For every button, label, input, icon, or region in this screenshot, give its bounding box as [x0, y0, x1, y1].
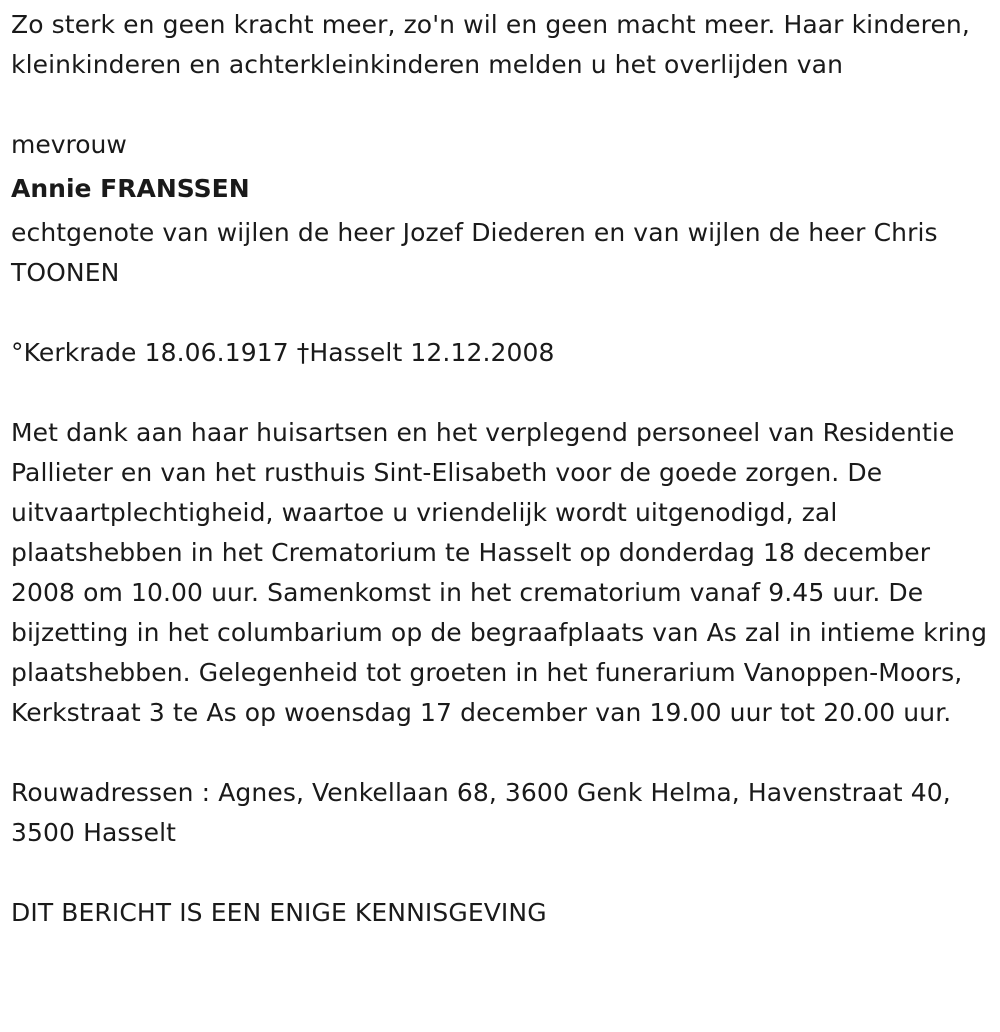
- spacer: [11, 85, 996, 125]
- spouse-line-2: TOONEN: [11, 258, 120, 287]
- salutation: mevrouw: [11, 130, 127, 159]
- spacer: [11, 293, 996, 333]
- addresses-paragraph: Rouwadressen : Agnes, Venkellaan 68, 3600 Genk Helma, Havenstraat 40, 3500 Hasselt: [11, 778, 951, 847]
- spacer: [11, 733, 996, 773]
- spacer: [11, 373, 996, 413]
- spouse-paragraph: [11, 213, 996, 293]
- thanks-paragraph: Met dank aan haar huisartsen en het verplegend personeel van Residentie Pallieter en van het rusthuis Sint-Elisabeth voor de goede zorgen. De uitvaartplechtigheid, waartoe u vriendelijk wordt uitgenodigd, zal plaatshebben in het Crematorium te Hasselt op donderdag 18 december 2008 om 10.00 uur. Samenkomst in het crematorium vanaf 9.45 uur. De bijzetting in het columbarium op de begraafplaats van As zal in intieme kring plaatshebben. Gelegenheid tot groeten in het funerarium Vanoppen-Moors, Kerkstraat 3 te As op woensdag 17 december van 19.00 uur tot 20.00 uur.: [11, 418, 988, 727]
- spouse-line-1: echtgenote van wijlen de heer Jozef Diederen en van wijlen de heer Chris: [11, 218, 938, 247]
- intro-paragraph: Zo sterk en geen kracht meer, zo'n wil en geen macht meer. Haar kinderen, kleinkinderen en achterkleinkinderen melden u het overlijden van: [11, 10, 970, 79]
- spacer: [11, 853, 996, 893]
- deceased-name: Annie FRANSSEN: [11, 174, 250, 203]
- death-notice: [11, 5, 996, 933]
- birth-death-dates: °Kerkrade 18.06.1917 †Hasselt 12.12.2008: [11, 338, 555, 367]
- closing-notice: DIT BERICHT IS EEN ENIGE KENNISGEVING: [11, 898, 547, 927]
